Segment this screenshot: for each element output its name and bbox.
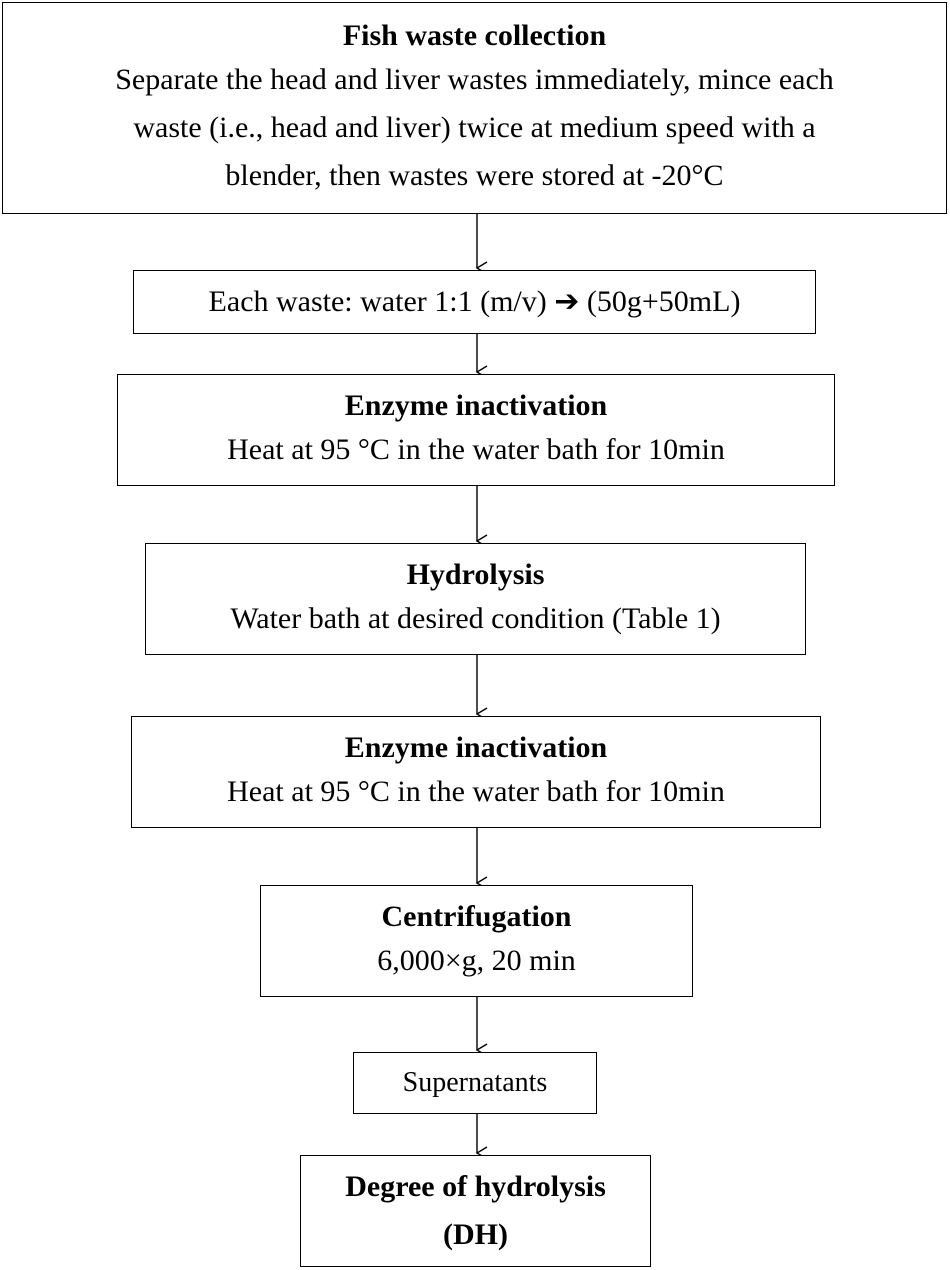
step-supernatants [353, 1052, 597, 1114]
step-desc-line-2: waste (i.e., head and liver) twice at medium speed with a [133, 111, 816, 144]
step-text: Supernatants [402, 1067, 548, 1098]
step-title-line-1: Degree of hydrolysis [345, 1170, 606, 1203]
step-desc: Water bath at desired condition (Table 1) [230, 602, 721, 635]
step-title: Fish waste collection [342, 19, 607, 52]
step-title: Enzyme inactivation [344, 731, 608, 764]
step-title: Hydrolysis [406, 558, 545, 591]
step-title-line-2: (DH) [443, 1218, 508, 1251]
step-desc: 6,000×g, 20 min [377, 944, 576, 977]
step-degree-of-hydrolysis [300, 1155, 651, 1267]
step-title: Enzyme inactivation [344, 389, 608, 422]
ratio-text-before: Each waste: water 1:1 (m/v) [208, 285, 547, 318]
step-desc: Heat at 95 °C in the water bath for 10min [227, 433, 725, 466]
step-desc-line-1: Separate the head and liver wastes immediately, mince each [115, 63, 834, 96]
step-centrifugation [260, 885, 693, 997]
step-hydrolysis [145, 543, 806, 655]
step-desc: Heat at 95 °C in the water bath for 10min [227, 775, 725, 808]
step-enzyme-inactivation-1 [117, 374, 835, 486]
step-title: Centrifugation [381, 900, 572, 933]
ratio-text-after: (50g+50mL) [586, 285, 741, 318]
step-enzyme-inactivation-2 [131, 716, 821, 828]
step-waste-water-ratio [133, 270, 816, 334]
step-fish-waste-collection [2, 2, 947, 214]
ratio-line [209, 278, 741, 326]
right-arrow-icon: ➔ [554, 284, 580, 319]
step-desc-line-3: blender, then wastes were stored at -20°C [225, 159, 724, 192]
